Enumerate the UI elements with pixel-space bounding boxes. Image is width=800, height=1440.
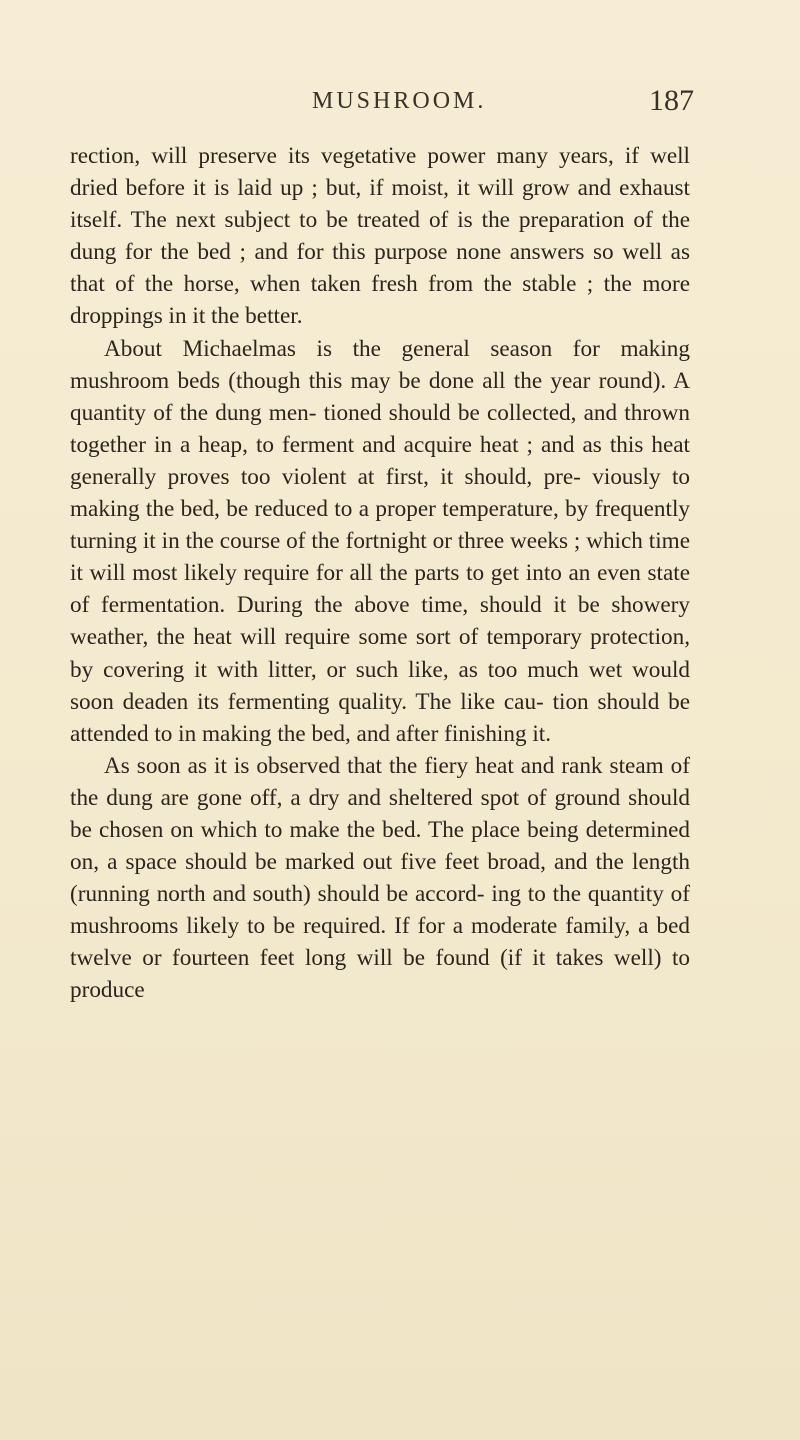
body-text — [70, 140, 690, 1007]
running-head — [70, 84, 694, 126]
running-title: MUSHROOM. — [312, 88, 487, 114]
paragraph-2: About Michaelmas is the general season for making mushroom beds (though this may be done all the year round). A quantity of the dung men- tioned should be collected, and thrown together in a heap, to ferment and acquire heat ; and as this heat generally proves too violent at first, it should, pre- viously to making the bed, be reduced to a proper temperature, by frequently turning it in the course of the fortnight or three weeks ; which time it will most likely require for all the parts to get into an even state of fermentation. During the above time, should it be showery weather, the heat will require some sort of temporary protection, by covering it with litter, or such like, as too much wet would soon deaden its fermenting quality. The like cau- tion should be attended to in making the bed, and after finishing it. — [70, 335, 690, 747]
page-number: 187 — [649, 84, 694, 117]
paragraph-1: rection, will preserve its vegetative power many years, if well dried before it is laid up ; but, if moist, it will grow and exhaust itself. The next subject to be treated of is the preparation of the dung for the bed ; and for this purpose none answers so well as that of the horse, when taken fresh from the stable ; the more droppings in it the better. — [70, 143, 690, 330]
paragraph-3: As soon as it is observed that the fiery heat and rank steam of the dung are gone off, a dry and sheltered spot of ground should be chosen on which to make the bed. The place being determined on, a space should be marked out five feet broad, and the length (running north and south) should be accord- ing to the quantity of mushrooms likely to be required. If for a moderate family, a bed twelve or fourteen feet long will be found (if it takes well) to produce — [70, 752, 690, 1004]
